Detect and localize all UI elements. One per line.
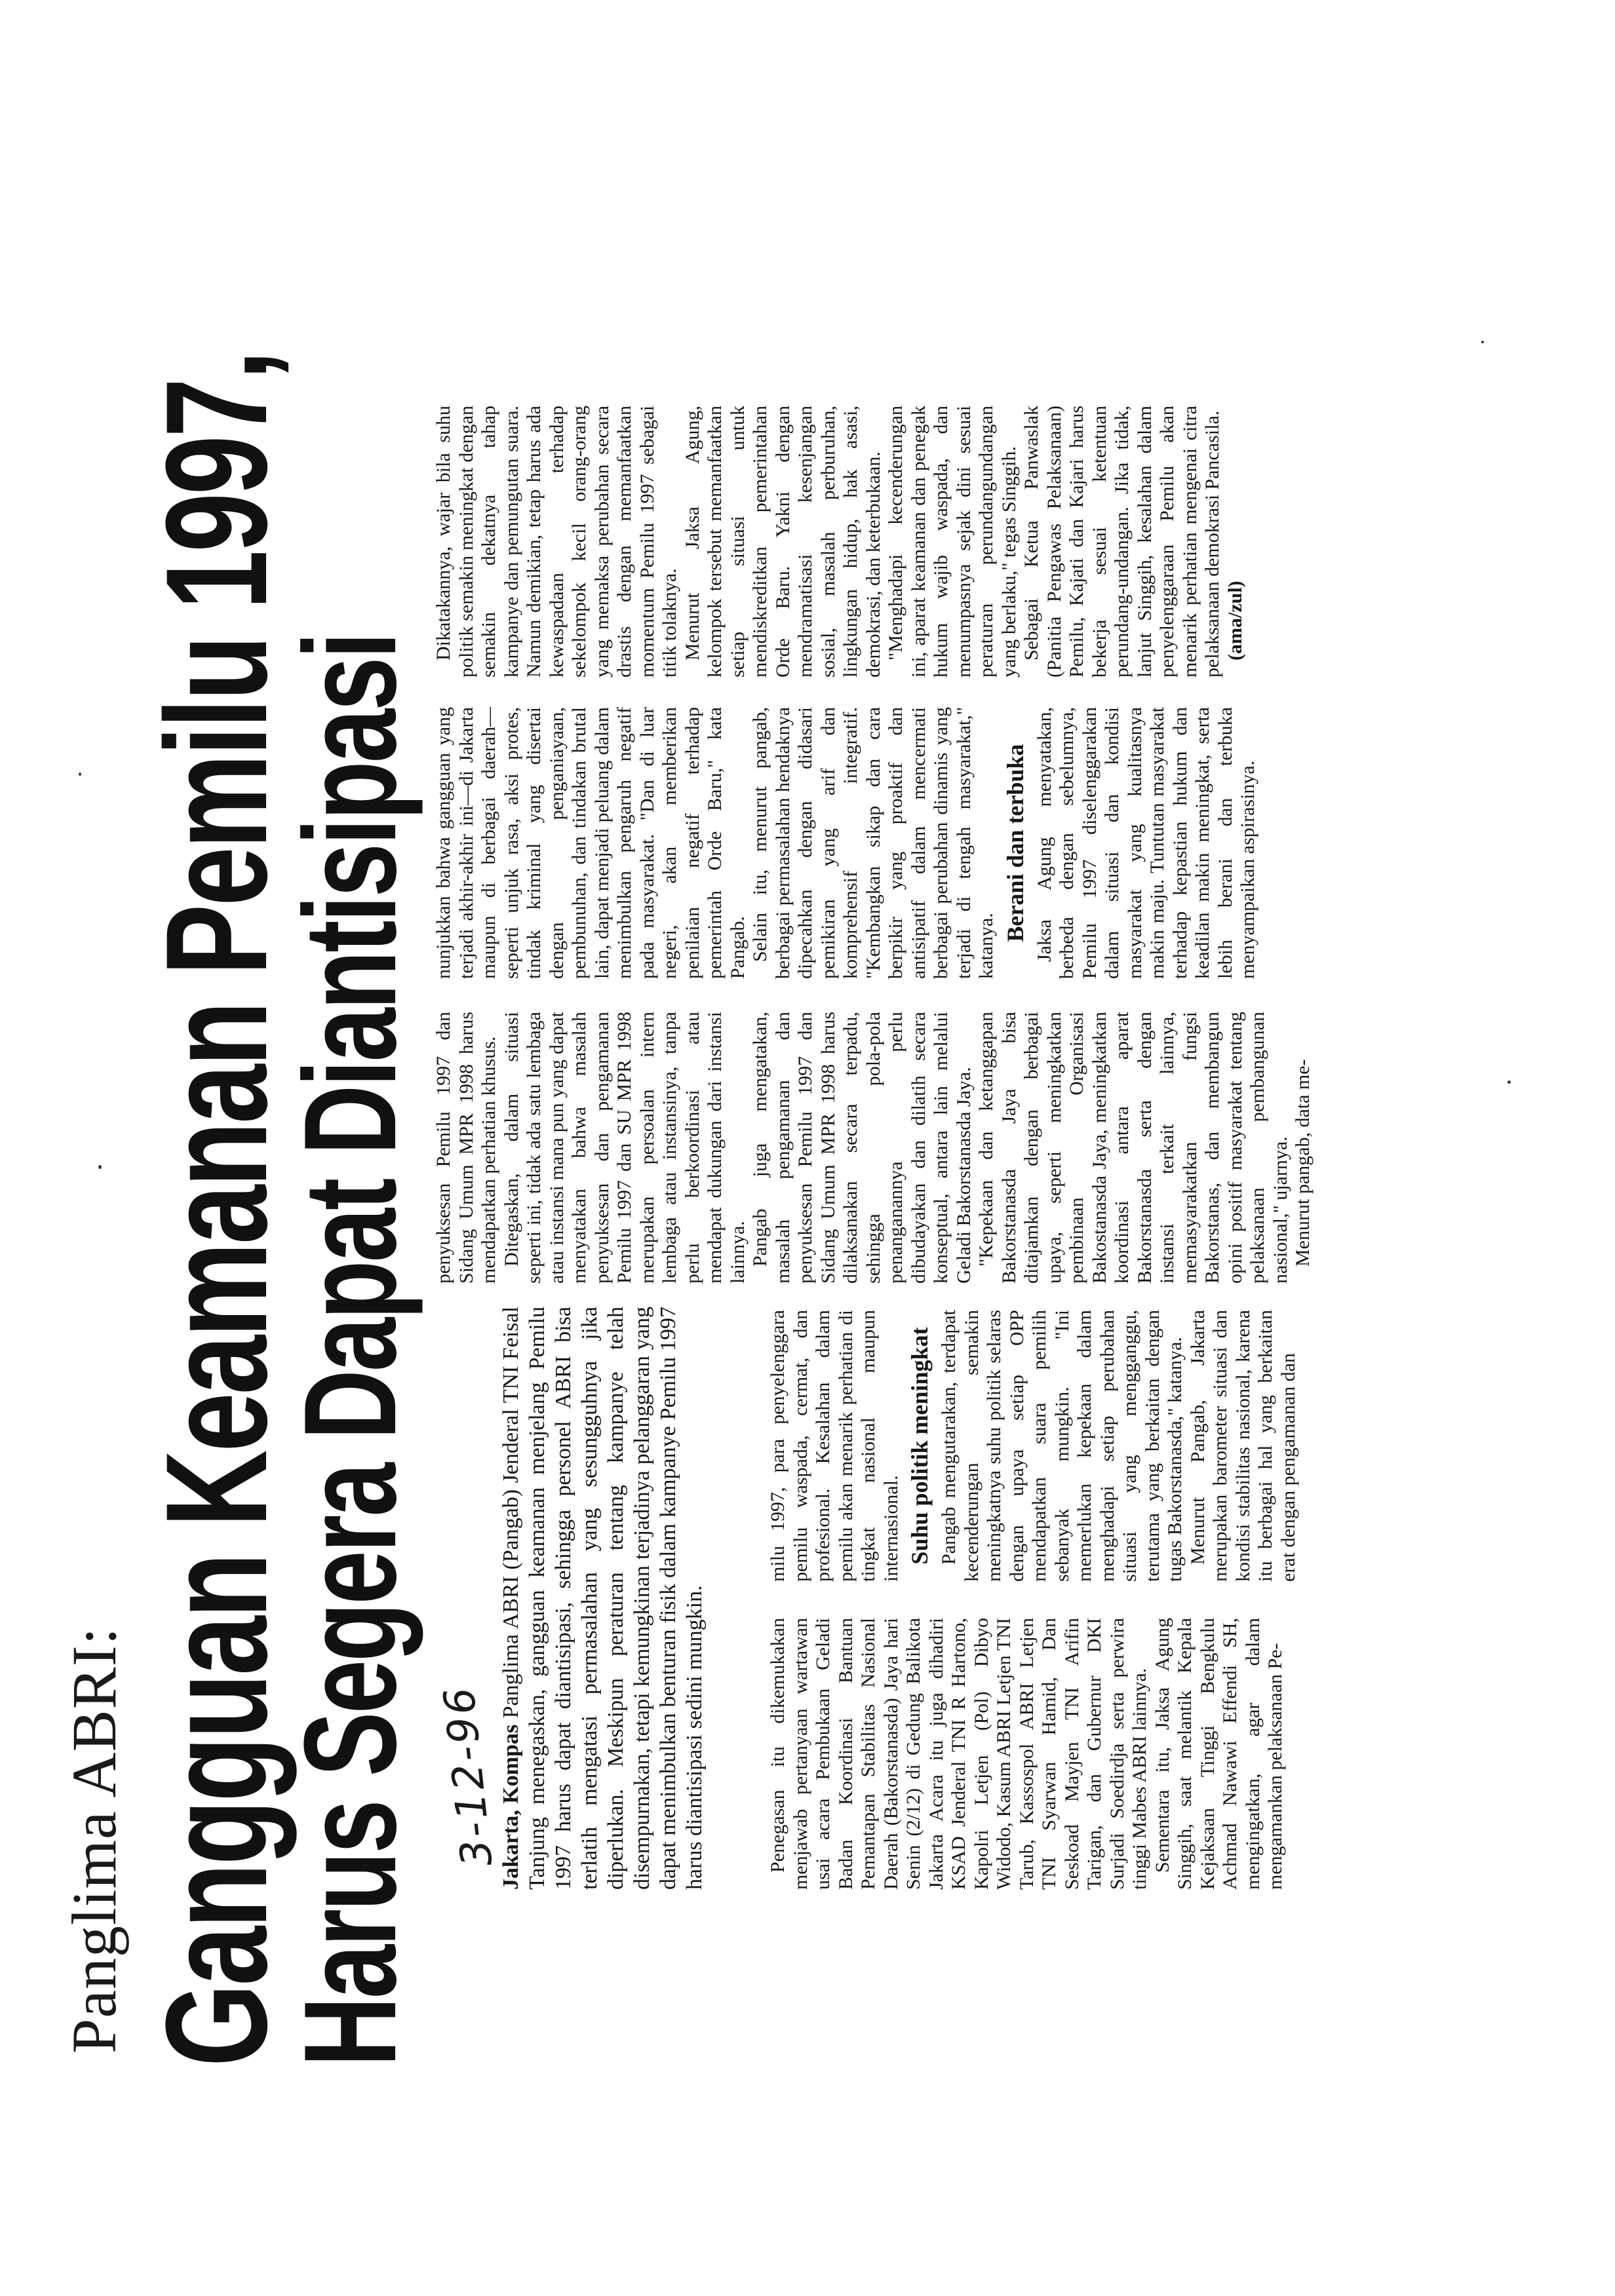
scan-speck [79,773,81,776]
scan-speck [1481,341,1484,343]
headline-line-2: Harus Segera Dapat Diantisipasi [277,634,423,2067]
paragraph: penyuksesan Pemilu 1997 dan Sidang Umum MPR 1998 harus mendapatkan perhatian khusus. [433,1012,499,1284]
handwritten-date: 3-12-96 [435,1683,503,1869]
paragraph: Menurut pangab, data me- [1292,1059,1313,1267]
signature [1224,406,1247,678]
paragraph: "Kepekaan dan ketanggapan Bakorstanasda Jaya bisa ditajamkan dengan berbagai upaya, seperti meningkatkan pembinaan Organisasi Bakostanasda Jaya, meningkatkan koordinasi antara aparat Bakorstanasda serta dengan instansi terkait lainnya, memasyarakatkan fungsi Bakorstanas, dan membangun opini positif masyarakat tentang pelaksanaan pembangunan nasional," ujarnya. [975,1012,1291,1284]
lead-paragraph [498,1307,708,1890]
scan-speck [98,1165,102,1169]
subheading: Suhu politik meningkat [906,1327,933,1565]
paragraph: milu 1997, para penyelenggara pemilu waspada, cermat, dan profesional. Kesalahan dalam pemilu akan menarik perhatian di tingkat nasional maupun internasional. [767,1310,902,1582]
article-column-3 [433,1012,1315,1284]
paragraph: nunjukkan bahwa gangguan yang terjadi akhir-akhir ini—di Jakarta maupun di berbagai daerah—seperti unjuk rasa, aksi protes, tindak kriminal yang disertai dengan penganiayaan, pembunuhan, dan tindakan brutal lain, dapat menjadi peluang dalam menimbulkan pengaruh negatif pada masyarakat. "Dan di luar negeri, akan memberikan penilaian negatif terhadap pemerintah Orde Baru," kata Pangab. [433,707,749,979]
paragraph: Sementara itu, Jaksa Agung Singgih, saat melantik Kepala Kejaksaan Tinggi Bengkulu Achmad Nawawi Effendi SH, mengingatkan, agar dalam mengamankan pelaksanaan Pe- [1151,1618,1286,1890]
lead-text: Panglima ABRI (Pangab) Jenderal TNI Feisal Tanjung menegaskan, gangguan keamanan menjelang Pemilu 1997 harus dapat diantisipasi, sehingga personel ABRI bisa terlatih mengatasi permasalahan yang sesungguhnya jika diperlukan. Meskipun peraturan tentang kampanye telah disempurnakan, tetapi kemungkinan terjadinya pelanggaran yang dapat menimbulkan benturan fisik dalam kampanye Pemilu 1997 harus diantisipasi sedini mungkin. [499,1306,707,1890]
paragraph: "Menghadapi kecenderungan ini, aparat keamanan dan penegak hukum wajib waspada, dan menumpasnya sejak dini sesuai peraturan perundangundangan yang berlaku," tegas Singgih. [885,406,1020,678]
paragraph: Selain itu, menurut pangab, berbagai permasalahan hendaknya dipecahkan dengan didasari pemikiran yang arif dan komprehensif integratif. "Kembangkan sikap dan cara berpikir yang proaktif dan antisipatif dalam mencermati berbagai perubahan dinamis yang terjadi di tengah masyarakat," katanya. [749,707,997,979]
article-column-5 [433,406,1247,678]
paragraph: Sebagai Ketua Panwaslak (Panitia Pengawas Pelaksanaan) Pemilu, Kajati dan Kajari harus bekerja sesuai ketentuan perundang-undangan. Jika tidak, lanjut Singgih, kesalahan dalam penyelenggaraan Pemilu akan menarik perhatian mengenai citra pelaksanaan demokrasi Pancasila. [1021,406,1223,678]
byline-initials: (ama/zul) [1224,581,1246,660]
article-column-2 [767,1310,1300,1582]
paragraph: Menurut Pangab, Jakarta merupakan barometer situasi dan kondisi stabilitas nasional, karena itu berbagai hal yang berkaitan erat dengan pengamanan dan [1186,1310,1299,1582]
paragraph: Menurut Jaksa Agung, kelompok tersebut memanfaatkan setiap situasi untuk mendiskreditkan pemerintahan Orde Baru. Yakni dengan mendramatisasi kesenjangan sosial, masalah perburuhan, lingkungan hidup, hak asasi, demokrasi, dan keterbukaan. [681,406,884,678]
dateline: Jakarta, Kompas [499,1724,523,1890]
headline-line-1: Gangguan Keamanan Pemilu 1997, [136,352,297,2067]
paragraph: Pangab juga mengatakan, masalah pengamanan dan penyuksesan Pemilu 1997 dan Sidang Umum MPR 1998 harus dilaksanakan secara terpadu, sehingga pola-pola penanganannya perlu dibudayakan dan dilatih secara konseptual, antara lain melalui Geladi Bakorstanasda Jaya. [749,1012,975,1284]
article-column-4 [433,707,1260,979]
lead-column [498,1307,708,1890]
scan-speck [1508,1081,1511,1084]
subheading: Berani dan terbuka [1002,744,1028,942]
article-column-1 [767,1618,1287,1890]
kicker: Panglima ABRI: [59,1626,129,2054]
paragraph: Pangab mengutarakan, terdapat kecenderungan semakin meningkatnya suhu politik selaras dengan upaya setiap OPP mendapatkan suara pemilih sebanyak mungkin. "Ini memerlukan kepekaan dalam menghadapi setiap perubahan situasi yang mengganggu, terutama yang berkaitan dengan tugas Bakorstanasda," katanya. [938,1310,1186,1582]
paragraph: Ditegaskan, dalam situasi seperti ini, tidak ada satu lembaga atau instansi mana pun yang dapat menyatakan bahwa masalah penyuksesan dan pengamanan Pemilu 1997 dan SU MPR 1998 merupakan persoalan intern lembaga atau instansinya, tanpa perlu berkoordinasi atau mendapat dukungan dari instansi lainnya. [500,1012,749,1284]
paragraph: Penegasan itu dikemukakan menjawab pertanyaan wartawan usai acara Pembukaan Geladi Badan Koordinasi Bantuan Pemantapan Stabilitas Nasional Daerah (Bakorstanasda) Jaya hari Senin (2/12) di Gedung Balikota Jakarta Acara itu juga dihadiri KSAD Jenderal TNI R Hartono, Kapolri Letjen (Pol) Dibyo Widodo, Kasum ABRI Letjen TNI Tarub, Kassospol ABRI Letjen TNI Syarwan Hamid, Dan Seskoad Mayjen TNI Arifin Tarigan, dan Gubernur DKI Surjadi Soedirdja serta perwira tinggi Mabes ABRI lainnya. [767,1618,1150,1890]
paragraph: Dikatakannya, wajar bila suhu politik semakin meningkat dengan semakin dekatnya tahap kampanye dan pemungutan suara. Namun demikian, tetap harus ada kewaspadaan terhadap sekelompok kecil orang-orang yang memaksa perubahan secara drastis dengan memanfaatkan momentum Pemilu 1997 sebagai titik tolaknya. [433,406,680,678]
paragraph: Jaksa Agung menyatakan, berbeda dengan sebelumnya, Pemilu 1997 diselenggarakan dalam situasi dan kondisi masyarakat yang kualitasnya makin maju. Tuntutan masyarakat terhadap kepastian hukum dan keadilan makin meningkat, serta lebih berani dan terbuka menyampaikan aspirasinya. [1033,707,1258,979]
